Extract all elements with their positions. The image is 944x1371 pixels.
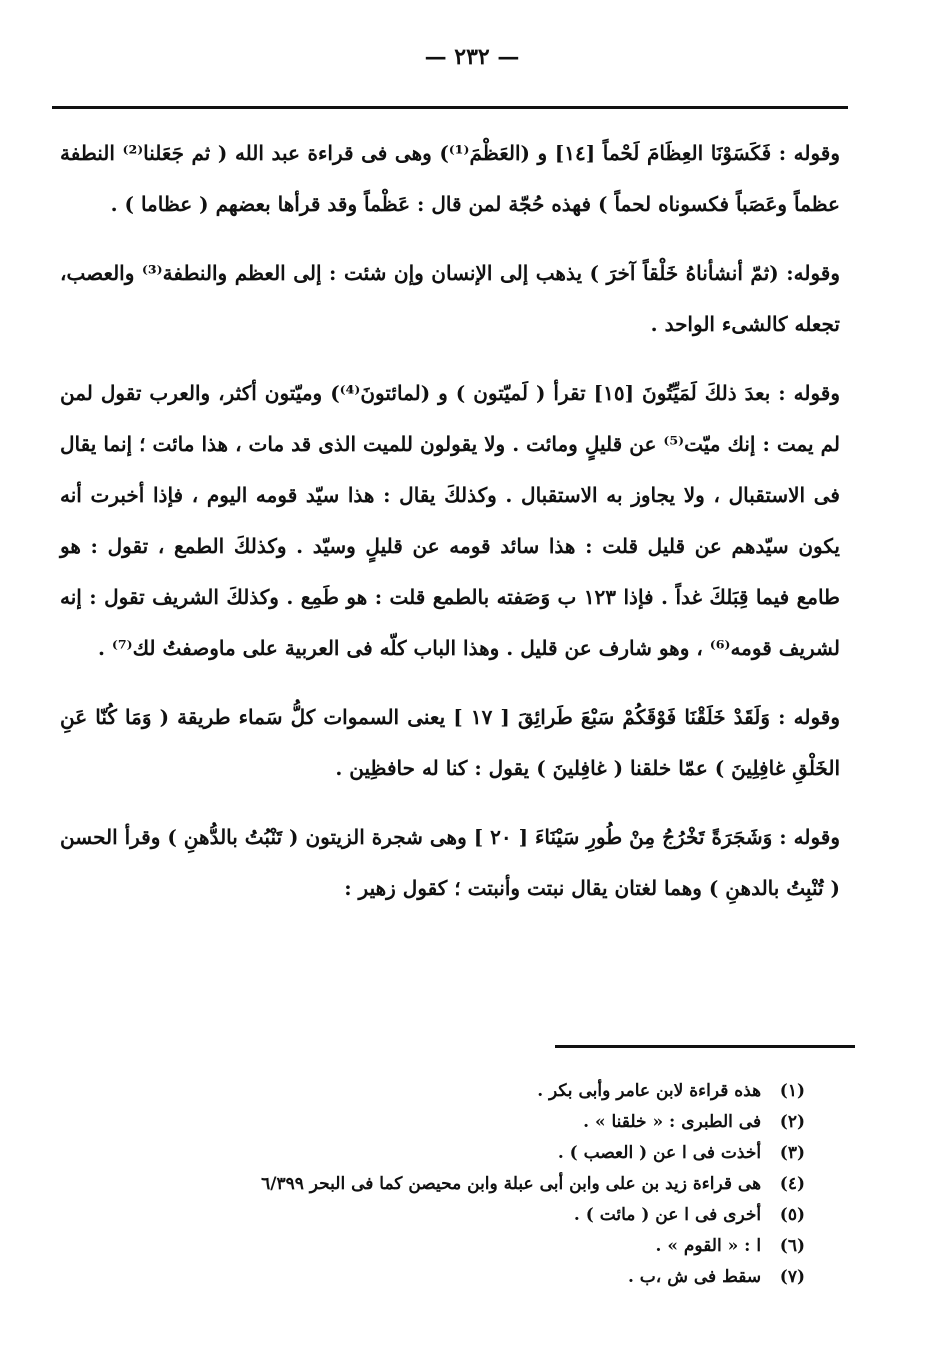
paragraph-2: وقوله: (ثمّ أنشأناهُ خَلْقاً آخرَ ) يذهب إلى الإنسان وإن شئت : إلى العظم والنطفة⁽³⁾ والعصب، تجعله كالشىء الواحد . xyxy=(60,261,840,336)
footnote-7 xyxy=(200,1262,805,1293)
footnote-text: هذه قراءة لابن عامر وأبى بكر . xyxy=(537,1081,762,1101)
footnote-number: (٧) xyxy=(779,1267,805,1287)
page-number: — ٢٣٢ — xyxy=(424,44,520,70)
footnote-5 xyxy=(200,1200,805,1231)
footnote-text: هى قراءة زيد بن على وابن أبى عبلة وابن محيصن كما فى البحر ٦/٣٩٩ xyxy=(261,1174,762,1194)
footnote-text: ا : « القوم » . xyxy=(655,1236,762,1256)
footnote-2 xyxy=(200,1107,805,1138)
footnotes xyxy=(200,1076,805,1293)
main-text xyxy=(60,128,840,932)
footnote-text: فى الطبرى : « خلقنا » . xyxy=(583,1112,762,1132)
footnote-1 xyxy=(200,1076,805,1107)
paragraph-4: وقوله : وَلَقَدْ خَلَقْنَا فَوْقَكُمْ سَبْعَ طَرائِقَ [ ١٧ ] يعنى السموات كلُّ سَماء طريقة ( وَمَا كُنّا عَنِ الخَلْقِ غافِلِينَ ) عمّا خلقنا ( غافِلينَ ) يقول : كنا له حافظِين . xyxy=(60,705,840,780)
footnote-number: (٤) xyxy=(779,1174,805,1194)
paragraph-1: وقوله : فَكَسَوْنَا العِظَامَ لَحْماً [١٤] و (العَظْمَ⁽¹⁾) وهى فى قراءة عبد الله ( ثم جَعَلنا⁽²⁾ النطفة عظماً وعَصَباً فكسوناه لحماً ) فهذه حُجّة لمن قال : عَظْماً وقد قرأها بعضهم ( عظاما ) . xyxy=(60,141,841,216)
footnote-number: (١) xyxy=(779,1081,805,1101)
footnote-4 xyxy=(200,1169,805,1200)
footnote-number: (٣) xyxy=(779,1143,805,1163)
paragraph-3: وقوله : بعدَ ذلكَ لَمَيِّتُونَ [١٥] تقرأ ( لَميّتون ) و (لمائتونَ⁽⁴⁾) وميّتون أكثر، والعرب تقول لمن لم يمت : إنك ميّت⁽⁵⁾ عن قليلٍ ومائت . ولا يقولون للميت الذى قد مات ، هذا مائت ؛ إنما يقال فى الاستقبال ، ولا يجاوز به الاستقبال . وكذلكَ يقال : هذا سيّد قومه اليوم ، فإذا أخبرت أنه يكون سيّدهم عن قليل قلت : هذا سائد قومه عن قليلٍ وسيّد . وكذلكَ الطمع ، تقول : هو طامع فيما قِبَلكَ غداً . فإذا ١٢٣ ب وَصَفته بالطمع قلت : هو طَمِع . وكذلكَ الشريف تقول : إنه لشريف قومه⁽⁶⁾ ، وهو شارف عن قليل . وهذا الباب كلّه فى العربية على ماوصفتُ لك⁽⁷⁾ . xyxy=(60,381,841,660)
paragraph-5: وقوله : وَشَجَرَةً تَخْرُجُ مِنْ طُورِ سَيْنَاءَ [ ٢٠ ] وهى شجرة الزيتون ( تَنْبُتُ بالدُّهنِ ) وقرأ الحسن ( تُنْبِتُ بالدهنِ ) وهما لغتان يقال نبتت وأنبتت ؛ كقول زهير : xyxy=(60,825,840,900)
footnote-text: سقط فى ش ،ب . xyxy=(627,1267,762,1287)
footnote-6 xyxy=(200,1231,805,1262)
footnote-number: (٥) xyxy=(779,1205,805,1225)
footnote-text: أخذت فى ا عن ( العصب ) . xyxy=(557,1143,762,1163)
footnote-rule xyxy=(555,1045,855,1048)
footnote-number: (٦) xyxy=(779,1236,805,1256)
footnote-text: أخرى فى ا عن ( مائت ) . xyxy=(573,1205,762,1225)
header-rule xyxy=(52,106,848,109)
footnote-3 xyxy=(200,1138,805,1169)
footnote-number: (٢) xyxy=(779,1112,805,1132)
